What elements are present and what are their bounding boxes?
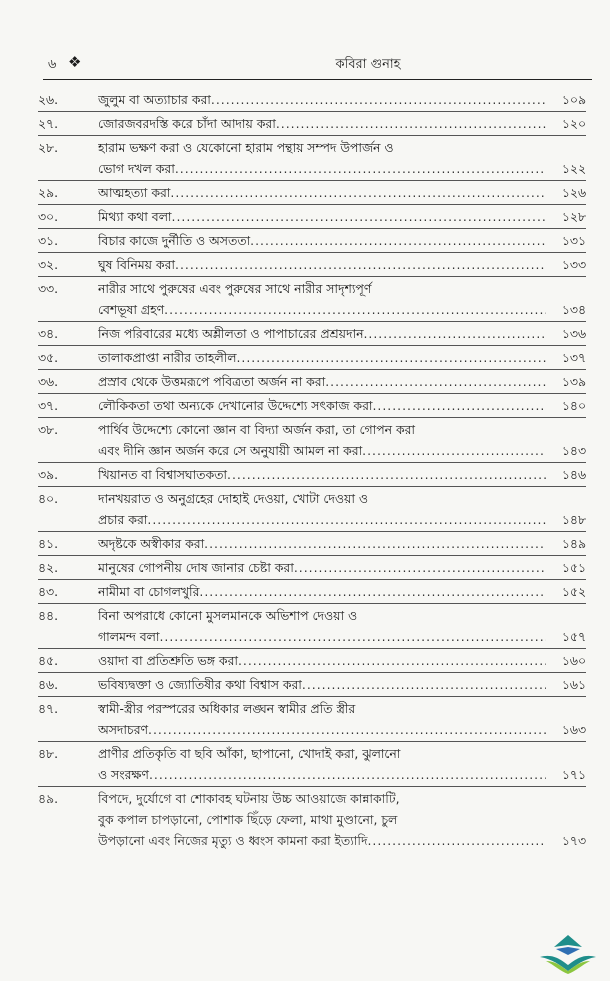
toc-entry (38, 394, 586, 418)
entry-title: জুলুম বা অত্যাচার করা (98, 92, 211, 107)
toc-entry (38, 88, 586, 112)
dot-leader (148, 719, 546, 740)
entry-number: ৪১. (38, 536, 59, 551)
entry-number: ৩১. (38, 233, 59, 248)
entry-title: জোরজবরদস্তি করে চাঁদা আদায় করা (98, 116, 276, 131)
entry-title: প্রাণীর প্রতিকৃতি বা ছবি আঁকা, ছাপানো, খোদাই করা, ঝুলানো (98, 746, 401, 761)
dot-leader (172, 206, 546, 227)
toc-entry (38, 112, 586, 136)
entry-number: ৪২. (38, 560, 59, 575)
entry-title: মিথ্যা কথা বলা (98, 209, 172, 224)
entry-title: খিয়ানত বা বিশ্বাসঘাতকতা (98, 467, 228, 482)
entry-number: ২৯. (38, 185, 59, 200)
dot-leader (211, 89, 546, 110)
dot-leader (227, 464, 546, 485)
entry-title: বেশভূষা গ্রহণ (98, 302, 165, 317)
entry-title: নিজ পরিবারের মধ্যে অশ্লীলতা ও পাপাচারের প্রশ্রয়দান (98, 326, 364, 341)
entry-page-number: ১৪০ (561, 398, 586, 413)
toc-entry (38, 229, 586, 253)
dot-leader (363, 323, 546, 344)
dot-leader (175, 158, 546, 179)
entry-page-number: ১৭৩ (561, 833, 586, 848)
entry-page-number: ১৫১ (561, 560, 586, 575)
dot-leader (276, 113, 546, 134)
dot-leader (236, 347, 546, 368)
toc-entry (38, 604, 586, 649)
entry-title: আত্মহত্যা করা (98, 185, 171, 200)
entry-title: ভবিষ্যদ্বক্তা ও জ্যোতিষীর কথা বিশ্বাস করা (98, 677, 302, 692)
entry-page-number: ১৩৯ (561, 374, 586, 389)
dot-leader (199, 581, 546, 602)
entry-number: ৩০. (38, 209, 59, 224)
entry-title: অদৃষ্টকে অস্বীকার করা (98, 536, 205, 551)
entry-number: ২৮. (38, 140, 59, 155)
entry-title: বিনা অপরাধে কোনো মুসলমানকে অভিশাপ দেওয়া ও (98, 608, 358, 623)
page-number: ৬ (48, 57, 57, 72)
entry-title: হারাম ভক্ষণ করা ও যেকোনো হারাম পন্থায় সম্পদ উপার্জন ও (98, 140, 394, 155)
toc-entry (38, 487, 586, 532)
entry-number: ৩২. (38, 257, 59, 272)
toc-entry (38, 136, 586, 181)
entry-title: ঘুষ বিনিময় করা (98, 257, 176, 272)
entry-number: ৩৩. (38, 281, 59, 296)
entry-page-number: ১২৮ (561, 209, 586, 224)
entry-title: মানুষের গোপনীয় দোষ জানার চেষ্টা করা (98, 560, 294, 575)
entry-title: অসদাচরণ (98, 722, 149, 737)
entry-title: গালমন্দ বলা (98, 629, 160, 644)
header-rule (43, 79, 592, 80)
entry-page-number: ১৪৮ (561, 512, 586, 527)
entry-number: ৪৭. (38, 701, 59, 716)
entry-number: ৪৫. (38, 653, 59, 668)
entry-title: দানখয়রাত ও অনুগ্রহের দোহাই দেওয়া, খোটা দেওয়া ও (98, 491, 368, 506)
entry-number: ৩৬. (38, 374, 59, 389)
dot-leader (367, 830, 546, 851)
entry-page-number: ১৪৬ (561, 467, 586, 482)
entry-page-number: ১৫৭ (561, 629, 586, 644)
toc-entry (38, 418, 586, 463)
dot-leader (147, 509, 546, 530)
toc-entry (38, 463, 586, 487)
toc-entry (38, 742, 586, 787)
entry-title: তালাকপ্রাপ্তা নারীর তাহলীল (98, 350, 237, 365)
entry-number: ৪৪. (38, 608, 59, 623)
entry-page-number: ১৬৩ (561, 722, 586, 737)
running-title: কবিরা গুনাহ (335, 57, 401, 72)
entry-number: ৪০. (38, 491, 59, 506)
entry-number: ৪৬. (38, 677, 59, 692)
entry-title: প্রস্রাব থেকে উত্তমরূপে পবিত্রতা অর্জন না করা (98, 374, 326, 389)
entry-title: এবং দীনি জ্ঞান অর্জন করে সে অনুযায়ী আমল না করা (98, 443, 363, 458)
toc-entry (38, 556, 586, 580)
entry-title: উপড়ানো এবং নিজের মৃত্যু ও ধ্বংস কামনা করা ইত্যাদি (98, 833, 368, 848)
entry-page-number: ১৪৯ (561, 536, 586, 551)
toc-entry (38, 277, 586, 322)
entry-title: ও সংরক্ষণ (98, 767, 149, 782)
entry-page-number: ১৬০ (561, 653, 586, 668)
entry-title: নারীর সাথে পুরুষের এবং পুরুষের সাথে নারীর সাদৃশ্যপূর্ণ (98, 281, 372, 296)
entry-title: স্বামী-স্ত্রীর পরস্পরের অধিকার লঙ্ঘন স্বামীর প্রতি স্ত্রীর (98, 701, 356, 716)
dot-leader (372, 395, 546, 416)
entry-number: ৪৮. (38, 746, 59, 761)
toc-entry (38, 322, 586, 346)
toc-entry (38, 787, 586, 852)
entry-title: বিচার কাজে দুর্নীতি ও অসততা (98, 233, 251, 248)
entry-number: ৩৯. (38, 467, 59, 482)
entry-number: ৪৩. (38, 584, 59, 599)
dot-leader (170, 182, 546, 203)
entry-page-number: ১৫২ (561, 584, 586, 599)
dot-leader (204, 533, 546, 554)
entry-number: ৩৫. (38, 350, 59, 365)
toc-entry (38, 253, 586, 277)
dot-leader (175, 254, 546, 275)
toc-entry (38, 346, 586, 370)
toc-entry (38, 532, 586, 556)
entry-page-number: ১৩৬ (561, 326, 586, 341)
toc-entry (38, 673, 586, 697)
entry-page-number: ১৩১ (561, 233, 586, 248)
entry-number: ৩৮. (38, 422, 59, 437)
entry-number: ২৬. (38, 92, 59, 107)
dot-leader (294, 557, 546, 578)
entry-title: পার্থিব উদ্দেশ্যে কোনো জ্ঞান বা বিদ্যা অর্জন করা, তা গোপন করা (98, 422, 416, 437)
entry-page-number: ১৩৩ (561, 257, 586, 272)
entry-title: ভোগ দখল করা (98, 161, 175, 176)
table-of-contents (38, 88, 586, 852)
toc-entry (38, 580, 586, 604)
entry-title: ওয়াদা বা প্রতিশ্রুতি ভঙ্গ করা (98, 653, 238, 668)
publisher-logo-icon (534, 931, 602, 975)
entry-number: ৩৪. (38, 326, 59, 341)
dot-leader (238, 650, 546, 671)
toc-entry (38, 370, 586, 394)
dot-leader (159, 626, 546, 647)
toc-entry (38, 649, 586, 673)
entry-page-number: ১২২ (561, 161, 586, 176)
entry-page-number: ১৬১ (561, 677, 586, 692)
entry-title: বুক কপাল চাপড়ানো, পোশাক ছিঁড়ে ফেলা, মাথা মুণ্ডানো, চুল (98, 812, 398, 827)
dot-leader (149, 764, 546, 785)
entry-page-number: ১৪৩ (561, 443, 586, 458)
entry-number: ৪৯. (38, 791, 59, 806)
entry-page-number: ১০৯ (561, 92, 586, 107)
entry-title: নামীমা বা চোগলখুরি (98, 584, 200, 599)
dot-leader (325, 371, 546, 392)
entry-title: বিপদে, দুর্যোগে বা শোকাবহ ঘটনায় উচ্চ আওয়াজে কান্নাকাটি, (98, 791, 400, 806)
dot-leader (302, 674, 546, 695)
entry-page-number: ১২০ (561, 116, 586, 131)
entry-page-number: ১২৬ (561, 185, 586, 200)
ornament-icon: ❖ (68, 53, 82, 71)
toc-entry (38, 181, 586, 205)
entry-number: ২৭. (38, 116, 59, 131)
entry-page-number: ১৩৪ (561, 302, 586, 317)
dot-leader (250, 230, 546, 251)
dot-leader (164, 299, 546, 320)
dot-leader (362, 440, 546, 461)
entry-page-number: ১৩৭ (561, 350, 586, 365)
entry-number: ৩৭. (38, 398, 59, 413)
entry-page-number: ১৭১ (561, 767, 586, 782)
toc-entry (38, 205, 586, 229)
toc-entry (38, 697, 586, 742)
page-header (48, 55, 588, 75)
entry-title: লৌকিকতা তথা অন্যকে দেখানোর উদ্দেশ্যে সৎকাজ করা (98, 398, 373, 413)
entry-title: প্রচার করা (98, 512, 148, 527)
